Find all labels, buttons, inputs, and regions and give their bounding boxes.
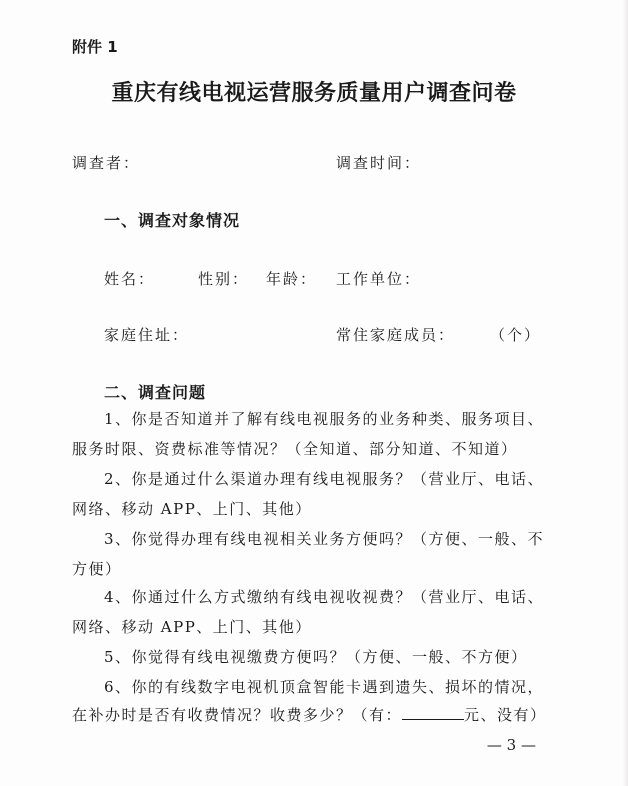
attachment-label: 附件 1 [72,38,118,56]
question-6-prefix: 在补办时是否有收费情况？收费多少？（有： [72,706,403,724]
question-4-line-2: 网络、移动 APP、上门、其他） [72,618,312,636]
address-field: 家庭住址： [104,326,190,344]
question-5-line-1: 5、你觉得有线电视缴费方便吗？（方便、一般、不方便） [104,648,528,666]
survey-time-field: 调查时间： [336,154,422,172]
question-6-line-1: 6、你的有线数字电视机顶盒智能卡遇到遗失、损坏的情况， [104,678,545,696]
name-field: 姓名： [104,270,156,288]
question-2-line-1: 2、你是通过什么渠道办理有线电视服务？（营业厅、电话、 [104,470,545,488]
question-2-line-2: 网络、移动 APP、上门、其他） [72,500,312,518]
work-unit-field: 工作单位： [336,270,422,288]
age-field: 年龄： [266,270,318,288]
household-members-field: 常住家庭成员： [336,326,456,344]
question-1-line-1: 1、你是否知道并了解有线电视服务的业务种类、服务项目、 [104,410,545,428]
question-4-line-1: 4、你通过什么方式缴纳有线电视收视费？（营业厅、电话、 [104,588,545,606]
section2-heading: 二、调查问题 [104,383,207,402]
section1-heading: 一、调查对象情况 [104,211,241,230]
household-members-unit: （个） [490,326,542,344]
gender-field: 性别： [198,270,250,288]
question-6-line-2 [72,704,547,725]
question-1-line-2: 服务时限、资费标准等情况？（全知道、部分知道、不知道） [72,440,518,458]
page-number: — 3 — [486,736,536,754]
surveyor-field: 调查者： [72,154,141,172]
fee-amount-blank [402,705,464,720]
question-3-line-2: 方便） [72,560,122,578]
question-3-line-1: 3、你觉得办理有线电视相关业务方便吗？（方便、一般、不 [104,530,545,548]
document-title: 重庆有线电视运营服务质量用户调查问卷 [111,81,517,106]
question-6-suffix: 元、没有） [464,706,547,724]
